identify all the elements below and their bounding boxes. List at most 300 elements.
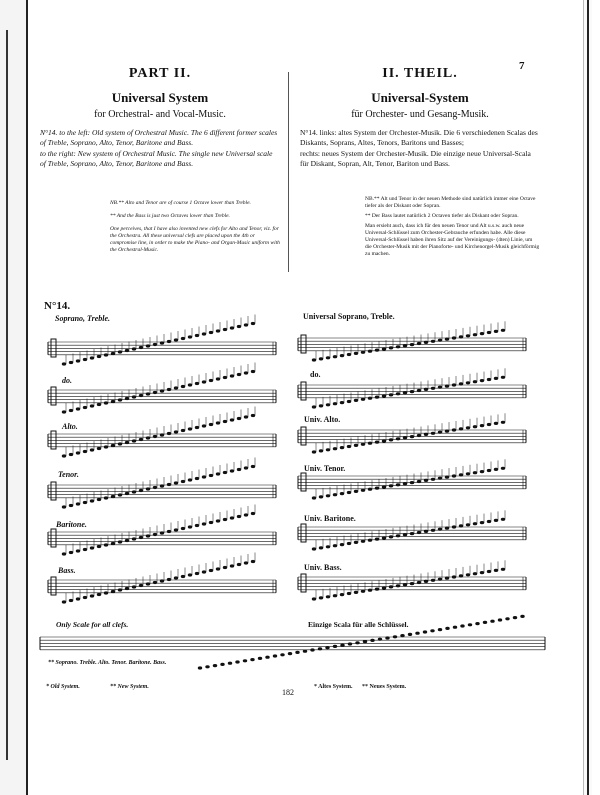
note-head <box>473 572 477 575</box>
note-head <box>153 435 157 438</box>
note-head <box>235 660 239 663</box>
note-head <box>209 521 213 524</box>
note-head <box>216 519 220 522</box>
note-head <box>333 447 337 450</box>
note-head <box>146 487 150 490</box>
note-head <box>347 491 351 494</box>
note-head <box>146 436 150 439</box>
note-head <box>104 401 108 404</box>
note-head <box>223 376 227 379</box>
note-head <box>213 664 217 667</box>
note-head <box>340 492 344 495</box>
note-head <box>153 391 157 394</box>
note-head <box>361 590 365 593</box>
note-head <box>403 391 407 394</box>
note-head <box>403 436 407 439</box>
note-head <box>326 356 330 359</box>
description-right-de: rechts: neues System der Orchester-Musik. Die einzige neue Universal-Scala für Diskant, Sopran, Alt, Tenor, Bariton und Bass. <box>300 149 531 168</box>
note-head <box>354 399 358 402</box>
note-head <box>118 588 122 591</box>
note-head <box>104 591 108 594</box>
note-head <box>288 652 292 655</box>
note-head <box>494 468 498 471</box>
note-head <box>209 423 213 426</box>
note-head <box>501 421 505 424</box>
note-head <box>361 351 365 354</box>
note-head <box>333 355 337 358</box>
note-head <box>389 438 393 441</box>
note-head <box>498 618 502 621</box>
note-head <box>174 430 178 433</box>
note-head <box>480 424 484 427</box>
note-head <box>198 666 202 669</box>
note-head <box>251 370 255 373</box>
note-head <box>501 467 505 470</box>
note-head <box>487 520 491 523</box>
note-head <box>494 422 498 425</box>
note-head <box>202 475 206 478</box>
voices-legend: ** Soprano. Treble. Alto. Tenor. Baritone. Bass. <box>48 660 167 666</box>
note-head <box>125 587 129 590</box>
note-head <box>97 447 101 450</box>
note-head <box>195 334 199 337</box>
note-head <box>431 579 435 582</box>
note-head <box>146 534 150 537</box>
note-head <box>76 359 80 362</box>
note-head <box>223 420 227 423</box>
note-head <box>90 404 94 407</box>
note-head <box>368 397 372 400</box>
note-head <box>473 471 477 474</box>
note-head <box>251 465 255 468</box>
note-head <box>452 383 456 386</box>
note-head <box>382 347 386 350</box>
note-head <box>181 575 185 578</box>
note-head <box>146 344 150 347</box>
note-head <box>237 468 241 471</box>
note-head <box>146 582 150 585</box>
note-head <box>487 423 491 426</box>
new-scale-label: Univ. Baritone. <box>304 514 356 523</box>
note-head <box>445 338 449 341</box>
note-head <box>480 470 484 473</box>
note-head <box>251 414 255 417</box>
note-head <box>473 522 477 525</box>
system-title-de: Universal-System <box>371 90 469 105</box>
note-head <box>104 445 108 448</box>
note-head <box>431 340 435 343</box>
note-head <box>237 417 241 420</box>
note-head <box>368 488 372 491</box>
note-head <box>243 659 247 662</box>
note-head <box>466 523 470 526</box>
note-clefs-de: Man ersieht auch, dass ich für den neuen Tenor und Alt u.s.w. auch neue Universal-Schlüssel zum Orchester-Gebrauche erfunden habe. Alle diese Universal-Schlüssel haben ihren Sitz auf der Vereinigungs- (4ten) Linie, um die Orchester-Musik mit der Pianoforte- und Kirchenorgel-Musik gleichförmig zu machen. <box>365 223 540 257</box>
system-subtitle-de: für Orchester- und Gesang-Musik. <box>351 109 489 120</box>
note-alto-tenor-en: NB.** Alto and Tenor are of course 1 Octave lower than Treble. <box>110 200 251 206</box>
note-head <box>452 428 456 431</box>
note-head <box>382 439 386 442</box>
note-head <box>466 472 470 475</box>
note-head <box>250 658 254 661</box>
note-bass-de: ** Der Bass lautet natürlich 2 Octaven tiefer als Diskant oder Sopran. <box>365 213 519 219</box>
note-head <box>370 639 374 642</box>
note-head <box>167 483 171 486</box>
note-head <box>83 450 87 453</box>
note-head <box>223 471 227 474</box>
note-head <box>396 345 400 348</box>
note-head <box>325 646 329 649</box>
note-head <box>280 653 284 656</box>
note-head <box>111 542 115 545</box>
note-head <box>319 449 323 452</box>
note-head <box>90 546 94 549</box>
note-head <box>118 350 122 353</box>
note-head <box>459 427 463 430</box>
note-head <box>132 490 136 493</box>
note-head <box>251 322 255 325</box>
note-head <box>452 525 456 528</box>
note-head <box>181 385 185 388</box>
page-number: 7 <box>519 60 525 72</box>
note-head <box>468 623 472 626</box>
note-head <box>424 388 428 391</box>
note-head <box>438 477 442 480</box>
note-head <box>431 432 435 435</box>
note-head <box>417 389 421 392</box>
note-head <box>244 323 248 326</box>
note-head <box>494 519 498 522</box>
note-head <box>375 487 379 490</box>
old-scale-label: do. <box>62 376 72 385</box>
note-head <box>139 536 143 539</box>
system-title-en: Universal System <box>111 90 209 105</box>
note-head <box>340 593 344 596</box>
note-head <box>375 588 379 591</box>
note-head <box>396 392 400 395</box>
note-head <box>354 541 358 544</box>
note-head <box>480 521 484 524</box>
description-left-de: N°14. links: altes System der Orchester-Musik. Die 6 verschiedenen Scalas des Diskants, Soprans, Altes, Tenors, Baritons und Basses; <box>300 128 538 147</box>
note-head <box>410 481 414 484</box>
note-head <box>167 530 171 533</box>
note-head <box>326 545 330 548</box>
note-head <box>310 648 314 651</box>
note-head <box>415 632 419 635</box>
note-head <box>244 371 248 374</box>
note-head <box>348 642 352 645</box>
note-head <box>160 484 164 487</box>
note-head <box>216 472 220 475</box>
note-head <box>251 560 255 563</box>
note-head <box>410 390 414 393</box>
note-head <box>473 380 477 383</box>
note-head <box>139 346 143 349</box>
new-scale-label: Univ. Tenor. <box>304 464 346 473</box>
note-head <box>153 343 157 346</box>
note-head <box>431 387 435 390</box>
note-head <box>111 352 115 355</box>
note-head <box>382 536 386 539</box>
note-head <box>431 478 435 481</box>
note-head <box>230 326 234 329</box>
note-head <box>202 570 206 573</box>
note-head <box>375 441 379 444</box>
note-head <box>230 418 234 421</box>
note-head <box>223 566 227 569</box>
note-head <box>167 388 171 391</box>
note-head <box>396 483 400 486</box>
note-head <box>62 410 66 413</box>
note-head <box>62 454 66 457</box>
description-left-en: N°14. to the left: Old system of Orchestral Music. The 6 different former scales of Treble, Soprano, Alto, Tenor, Baritone and Bass. <box>40 128 278 147</box>
note-head <box>228 662 232 665</box>
note-head <box>312 496 316 499</box>
note-head <box>202 380 206 383</box>
note-head <box>333 402 337 405</box>
note-head <box>237 325 241 328</box>
note-head <box>368 350 372 353</box>
note-head <box>181 480 185 483</box>
note-head <box>237 563 241 566</box>
note-head <box>403 583 407 586</box>
note-head <box>326 595 330 598</box>
note-head <box>167 340 171 343</box>
note-head <box>424 580 428 583</box>
note-head <box>188 525 192 528</box>
note-head <box>265 656 269 659</box>
note-head <box>90 499 94 502</box>
note-head <box>389 346 393 349</box>
note-head <box>188 427 192 430</box>
note-head <box>333 544 337 547</box>
note-head <box>111 590 115 593</box>
note-head <box>125 539 129 542</box>
note-head <box>438 431 442 434</box>
note-head <box>69 551 73 554</box>
note-head <box>244 561 248 564</box>
note-head <box>319 596 323 599</box>
einzige-scala-label: Einzige Scala für alle Schlüssel. <box>308 620 409 629</box>
note-head <box>438 578 442 581</box>
note-head <box>361 489 365 492</box>
note-head <box>396 534 400 537</box>
new-scale-label: do. <box>310 370 321 379</box>
note-head <box>459 574 463 577</box>
note-head <box>312 450 316 453</box>
note-head <box>174 338 178 341</box>
note-head <box>97 498 101 501</box>
note-head <box>146 392 150 395</box>
note-head <box>209 331 213 334</box>
note-head <box>460 624 464 627</box>
note-head <box>195 572 199 575</box>
note-head <box>125 492 129 495</box>
note-head <box>501 329 505 332</box>
note-head <box>111 495 115 498</box>
note-head <box>312 547 316 550</box>
note-head <box>90 594 94 597</box>
note-head <box>389 484 393 487</box>
note-head <box>396 437 400 440</box>
note-head <box>333 594 337 597</box>
note-head <box>466 573 470 576</box>
note-head <box>347 400 351 403</box>
note-head <box>501 518 505 521</box>
note-head <box>69 453 73 456</box>
note-head <box>118 442 122 445</box>
note-head <box>466 381 470 384</box>
note-head <box>424 530 428 533</box>
note-head <box>318 647 322 650</box>
note-head <box>139 438 143 441</box>
note-head <box>188 478 192 481</box>
note-head <box>195 426 199 429</box>
legend-old-system: * Old System. <box>46 684 80 690</box>
note-head <box>174 576 178 579</box>
note-head <box>125 349 129 352</box>
note-head <box>382 586 386 589</box>
note-head <box>216 421 220 424</box>
note-head <box>97 593 101 596</box>
note-head <box>69 599 73 602</box>
note-head <box>97 545 101 548</box>
note-head <box>520 615 524 618</box>
note-head <box>104 543 108 546</box>
note-head <box>423 630 427 633</box>
note-head <box>459 335 463 338</box>
note-head <box>333 493 337 496</box>
note-head <box>385 636 389 639</box>
note-head <box>361 540 365 543</box>
note-head <box>62 600 66 603</box>
note-head <box>494 330 498 333</box>
note-head <box>195 477 199 480</box>
note-head <box>153 581 157 584</box>
note-head <box>237 373 241 376</box>
note-head <box>153 486 157 489</box>
only-scale-label: Only Scale for all clefs. <box>56 620 129 629</box>
note-head <box>340 543 344 546</box>
note-head <box>295 651 299 654</box>
note-head <box>494 377 498 380</box>
note-head <box>230 469 234 472</box>
note-head <box>382 394 386 397</box>
note-head <box>118 540 122 543</box>
note-head <box>202 522 206 525</box>
note-head <box>104 353 108 356</box>
note-head <box>417 480 421 483</box>
note-head <box>466 334 470 337</box>
note-head <box>438 528 442 531</box>
note-head <box>326 494 330 497</box>
note-head <box>195 524 199 527</box>
note-head <box>375 396 379 399</box>
note-head <box>487 378 491 381</box>
note-head <box>354 591 358 594</box>
note-head <box>354 444 358 447</box>
note-head <box>431 529 435 532</box>
note-head <box>333 645 337 648</box>
note-head <box>132 585 136 588</box>
note-head <box>417 531 421 534</box>
note-head <box>368 442 372 445</box>
note-head <box>181 429 185 432</box>
note-head <box>445 476 449 479</box>
note-head <box>453 626 457 629</box>
note-head <box>174 386 178 389</box>
note-head <box>400 634 404 637</box>
note-head <box>312 358 316 361</box>
legend-altes-system: * Altes System. <box>314 684 353 690</box>
note-head <box>188 573 192 576</box>
note-head <box>319 357 323 360</box>
note-head <box>167 578 171 581</box>
note-head <box>312 405 316 408</box>
note-head <box>361 398 365 401</box>
note-head <box>153 533 157 536</box>
note-head <box>202 332 206 335</box>
note-head <box>69 361 73 364</box>
note-head <box>347 592 351 595</box>
legend-new-system: ** New System. <box>110 684 149 690</box>
note-head <box>83 596 87 599</box>
note-head <box>326 403 330 406</box>
note-head <box>139 584 143 587</box>
note-head <box>438 628 442 631</box>
legend-neues-system: ** Neues System. <box>362 684 407 690</box>
note-head <box>62 552 66 555</box>
note-head <box>452 474 456 477</box>
note-head <box>473 333 477 336</box>
note-head <box>466 426 470 429</box>
note-head <box>223 518 227 521</box>
note-head <box>361 443 365 446</box>
note-head <box>375 538 379 541</box>
footer-page-number: 182 <box>282 688 294 697</box>
note-head <box>62 505 66 508</box>
note-head <box>216 329 220 332</box>
note-head <box>494 569 498 572</box>
note-head <box>340 644 344 647</box>
note-head <box>340 401 344 404</box>
note-head <box>424 341 428 344</box>
note-head <box>403 482 407 485</box>
note-head <box>483 621 487 624</box>
note-head <box>355 641 359 644</box>
note-head <box>417 434 421 437</box>
note-head <box>251 512 255 515</box>
note-head <box>188 335 192 338</box>
note-head <box>209 569 213 572</box>
note-head <box>195 382 199 385</box>
note-head <box>480 379 484 382</box>
note-head <box>480 571 484 574</box>
note-head <box>490 620 494 623</box>
note-bass-en: ** And the Bass is just two Octaves lower than Treble. <box>110 213 230 219</box>
note-head <box>410 343 414 346</box>
note-head <box>230 516 234 519</box>
note-head <box>69 409 73 412</box>
note-head <box>220 663 224 666</box>
note-head <box>132 395 136 398</box>
new-scale-label: Univ. Bass. <box>304 563 342 572</box>
note-head <box>347 445 351 448</box>
new-scale-label: Universal Soprano, Treble. <box>303 312 395 321</box>
note-head <box>181 337 185 340</box>
note-head <box>417 342 421 345</box>
note-head <box>445 577 449 580</box>
old-scale-label: Baritone. <box>56 520 87 529</box>
